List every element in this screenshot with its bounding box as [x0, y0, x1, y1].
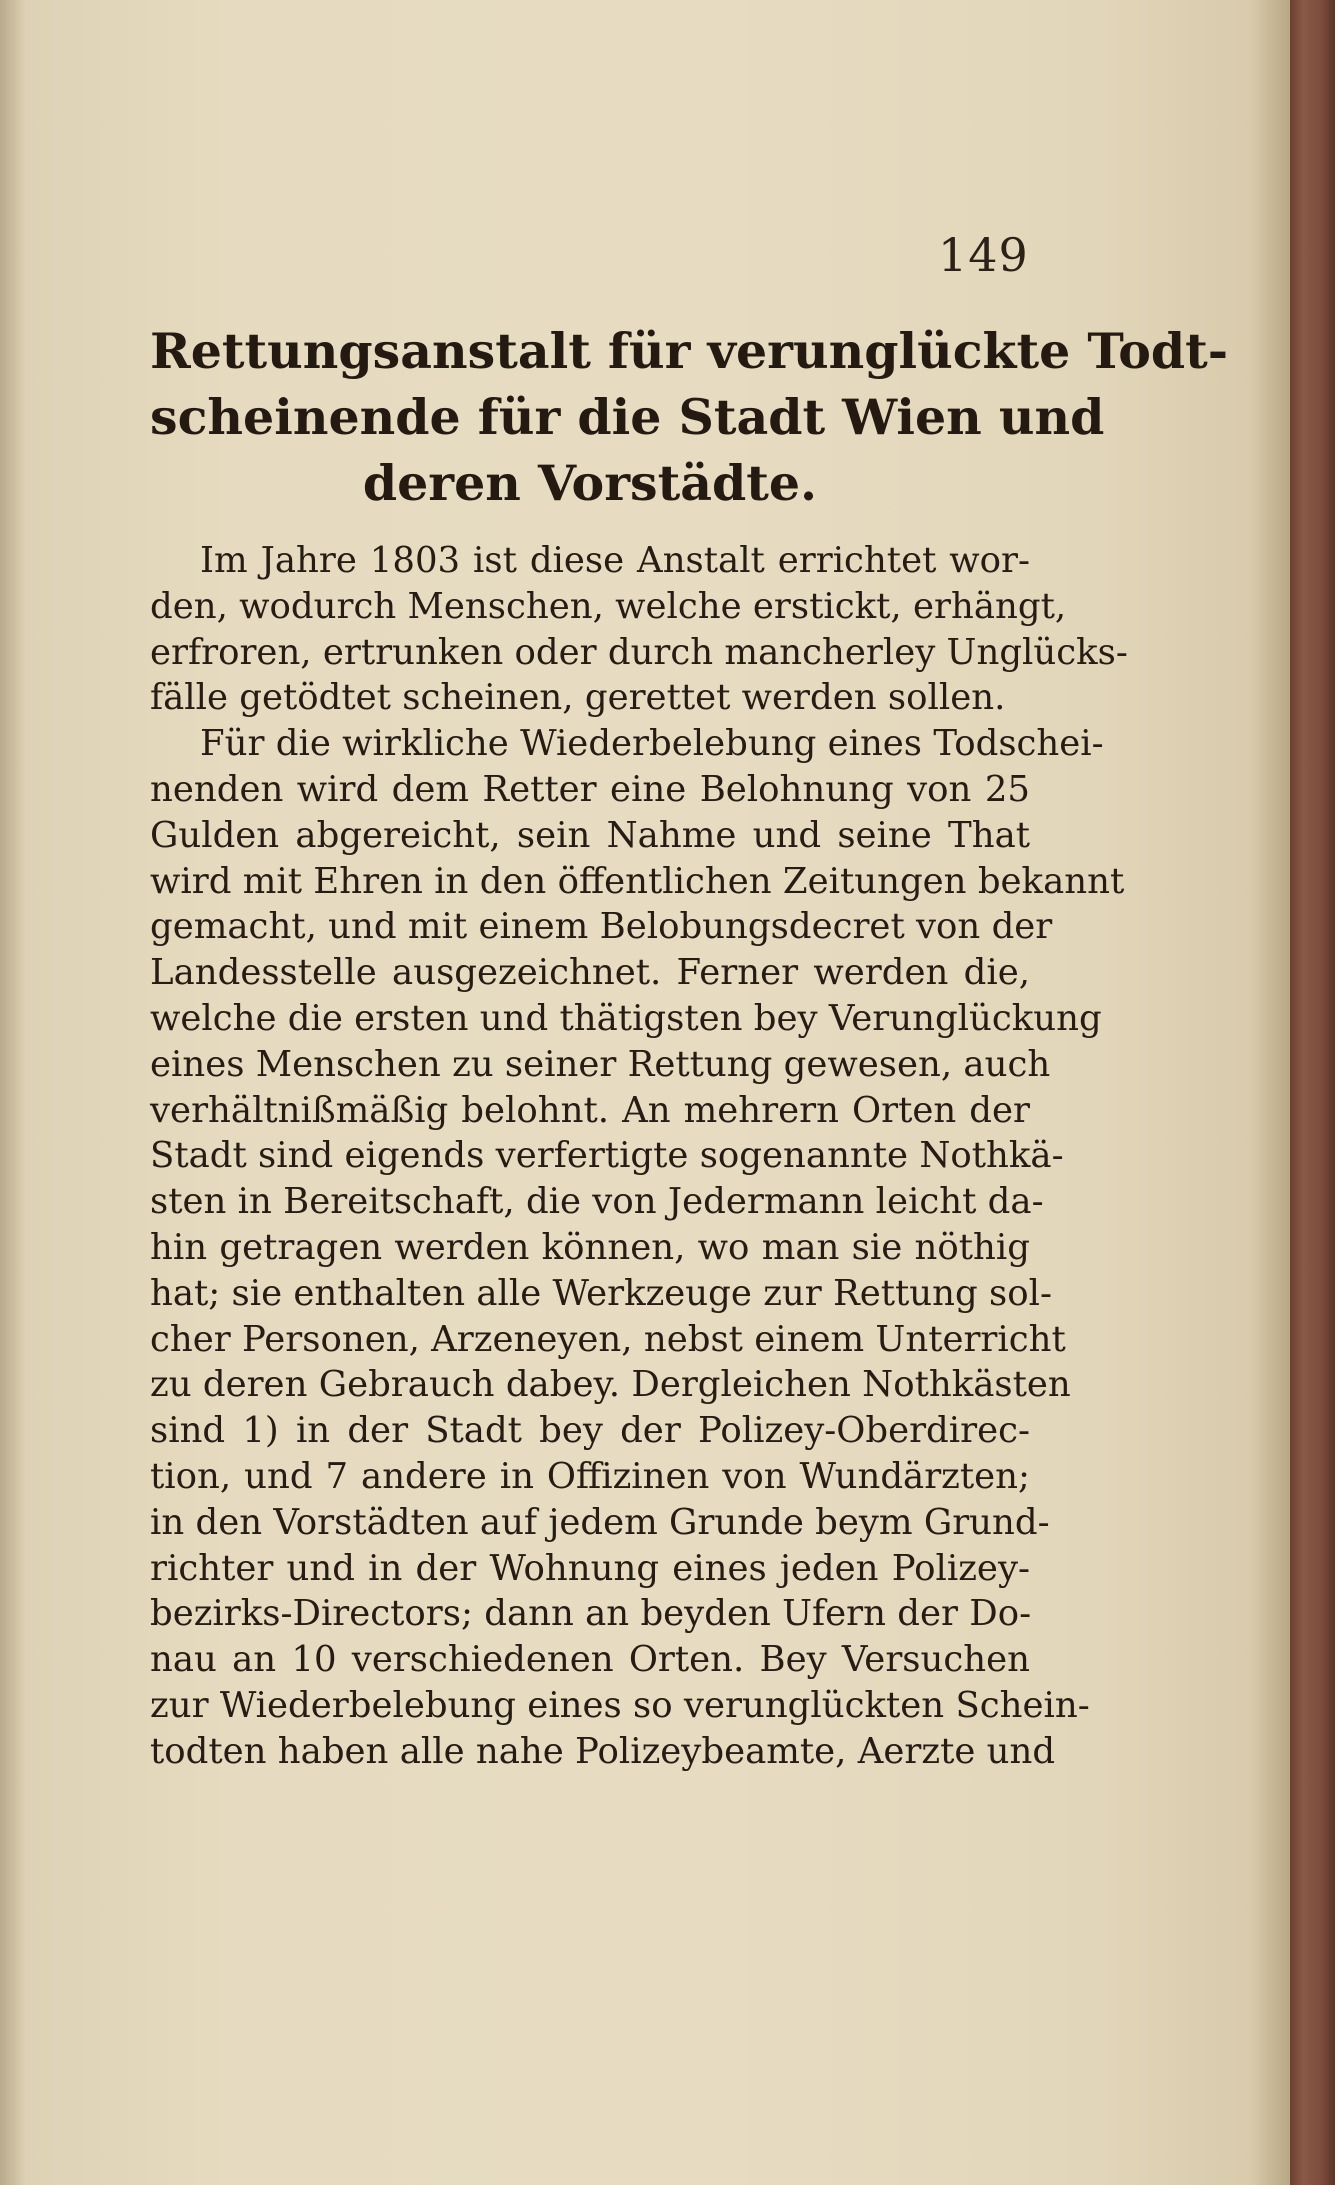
text-line: nenden wird dem Retter eine Belohnung von 25	[150, 768, 1030, 810]
section-title	[150, 318, 1229, 516]
text-line: cher Personen, Arzeneyen, nebst einem Unterricht	[150, 1318, 1066, 1360]
text-line: eines Menschen zu seiner Rettung gewesen, auch	[150, 1043, 1051, 1085]
text-line: wird mit Ehren in den öffentlichen Zeitungen bekannt	[150, 860, 1125, 902]
text-line: hat; sie enthalten alle Werkzeuge zur Rettung sol-	[150, 1272, 1052, 1314]
text-line: sind 1) in der Stadt bey der Polizey-Oberdirec-	[150, 1410, 1030, 1452]
text-line: den, wodurch Menschen, welche erstickt, erhängt,	[150, 585, 1067, 627]
text-line: zur Wiederbelebung eines so verunglückten Schein-	[150, 1684, 1090, 1726]
text-line: Im Jahre 1803 ist diese Anstalt errichtet wor-	[200, 540, 1030, 581]
text-line: in den Vorstädten auf jedem Grunde beym Grund-	[150, 1501, 1050, 1543]
text-line: Landesstelle ausgezeichnet. Ferner werden die,	[150, 952, 1030, 994]
body-text	[150, 538, 1128, 1775]
title-line: Rettungsanstalt für verunglückte Todt-	[150, 322, 1229, 380]
text-line: fälle getödtet scheinen, gerettet werden sollen.	[150, 677, 1006, 719]
text-line: erfroren, ertrunken oder durch mancherley Unglücks-	[150, 631, 1128, 673]
text-line: todten haben alle nahe Polizeybeamte, Aerzte und	[150, 1730, 1056, 1772]
text-line: Stadt sind eigends verfertigte sogenannte Nothkä-	[150, 1135, 1064, 1177]
text-line: richter und in der Wohnung eines jeden Polizey-	[150, 1547, 1030, 1589]
text-line: zu deren Gebrauch dabey. Dergleichen Nothkästen	[150, 1364, 1071, 1406]
text-line: Gulden abgereicht, sein Nahme und seine That	[150, 814, 1030, 856]
text-line: gemacht, und mit einem Belobungsdecret von der	[150, 906, 1053, 948]
text-line: verhältnißmäßig belohnt. An mehrern Orten der	[150, 1089, 1030, 1131]
text-line: sten in Bereitschaft, die von Jedermann leicht da-	[150, 1181, 1044, 1223]
title-line: deren Vorstädte.	[362, 454, 818, 512]
book-edge	[1290, 0, 1335, 2185]
page-number: 149	[938, 228, 1029, 282]
text-line: hin getragen werden können, wo man sie nöthig	[150, 1226, 1030, 1268]
text-line: Für die wirkliche Wiederbelebung eines Todschei-	[200, 723, 1104, 765]
title-line: scheinende für die Stadt Wien und	[150, 388, 1105, 446]
text-line: nau an 10 verschiedenen Orten. Bey Versuchen	[150, 1639, 1030, 1681]
text-line: welche die ersten und thätigsten bey Verunglückung	[150, 997, 1102, 1039]
text-line: tion, und 7 andere in Offizinen von Wundärzten;	[150, 1455, 1030, 1497]
text-line: bezirks-Directors; dann an beyden Ufern der Do-	[150, 1593, 1032, 1635]
